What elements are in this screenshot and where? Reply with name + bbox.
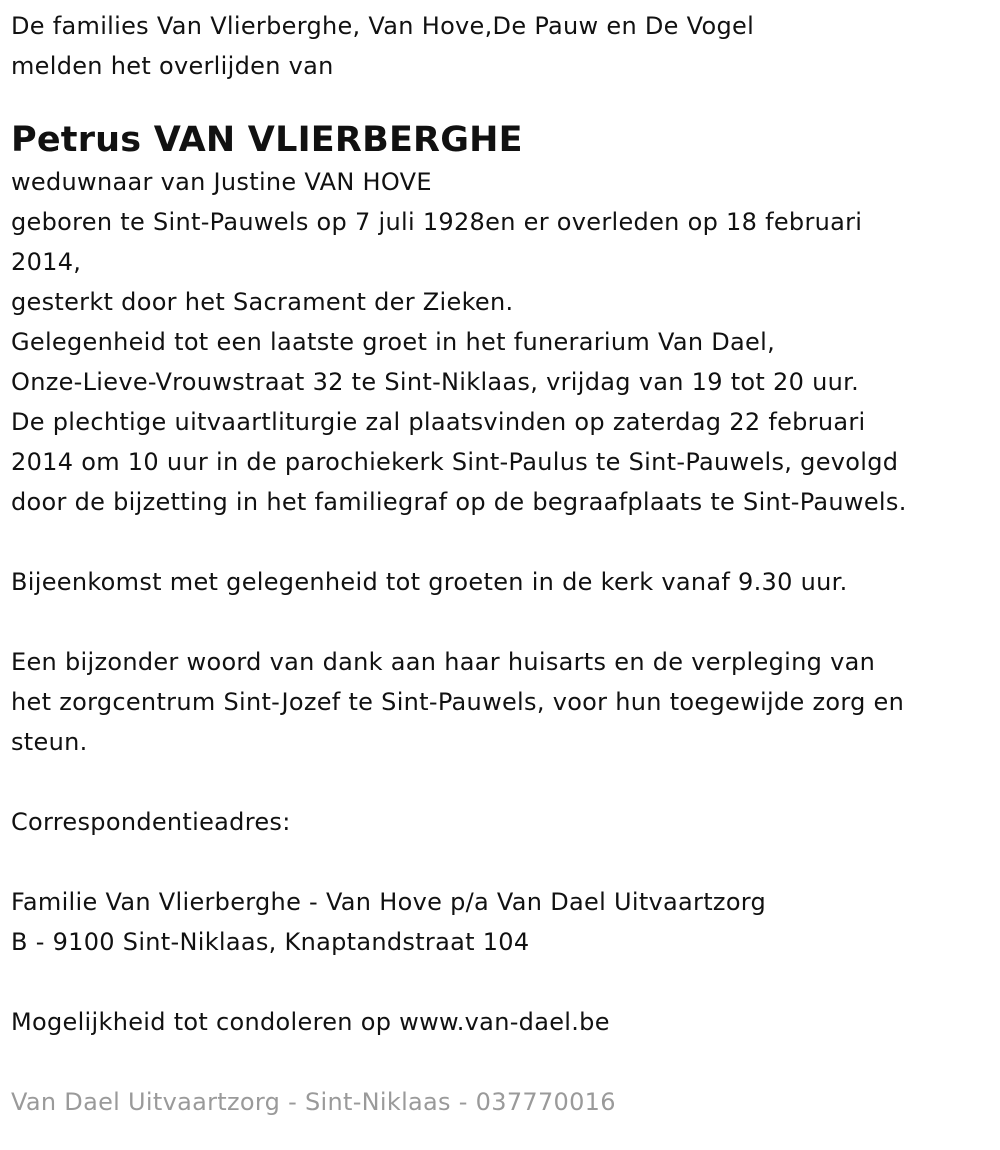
detail-line: Onze-Lieve-Vrouwstraat 32 te Sint-Niklaas, vrijdag van 19 tot 20 uur. [11,368,860,396]
detail-line: 2014, [11,248,82,276]
detail-line: gesterkt door het Sacrament der Zieken. [11,288,514,316]
gathering-line: Bijeenkomst met gelegenheid tot groeten in de kerk vanaf 9.30 uur. [11,568,848,596]
thanks-line: steun. [11,728,88,756]
detail-line: weduwnaar van Justine VAN HOVE [11,168,432,196]
detail-line: door de bijzetting in het familiegraf op de begraafplaats te Sint-Pauwels. [11,488,907,516]
intro-line: De families Van Vlierberghe, Van Hove,De Pauw en De Vogel [11,12,755,40]
spacer [11,762,1000,802]
spacer [11,842,1000,882]
intro-line: melden het overlijden van [11,52,334,80]
condolence-line: Mogelijkheid tot condoleren op www.van-dael.be [11,1008,610,1036]
deceased-name: Petrus VAN VLIERBERGHE [11,120,523,160]
spacer [11,522,1000,562]
detail-line: geboren te Sint-Pauwels op 7 juli 1928en er overleden op 18 februari [11,208,863,236]
detail-line: Gelegenheid tot een laatste groet in het funerarium Van Dael, [11,328,776,356]
spacer [11,962,1000,1002]
correspondence-label: Correspondentieadres: [11,808,291,836]
spacer [11,1042,1000,1082]
thanks-line: Een bijzonder woord van dank aan haar huisarts en de verpleging van [11,648,876,676]
thanks-line: het zorgcentrum Sint-Jozef te Sint-Pauwels, voor hun toegewijde zorg en [11,688,905,716]
address-line: Familie Van Vlierberghe - Van Hove p/a Van Dael Uitvaartzorg [11,888,767,916]
detail-line: 2014 om 10 uur in de parochiekerk Sint-Paulus te Sint-Pauwels, gevolgd [11,448,899,476]
spacer [11,602,1000,642]
detail-line: De plechtige uitvaartliturgie zal plaatsvinden op zaterdag 22 februari [11,408,866,436]
footer-contact: Van Dael Uitvaartzorg - Sint-Niklaas - 037770016 [11,1088,616,1116]
address-line: B - 9100 Sint-Niklaas, Knaptandstraat 104 [11,928,530,956]
